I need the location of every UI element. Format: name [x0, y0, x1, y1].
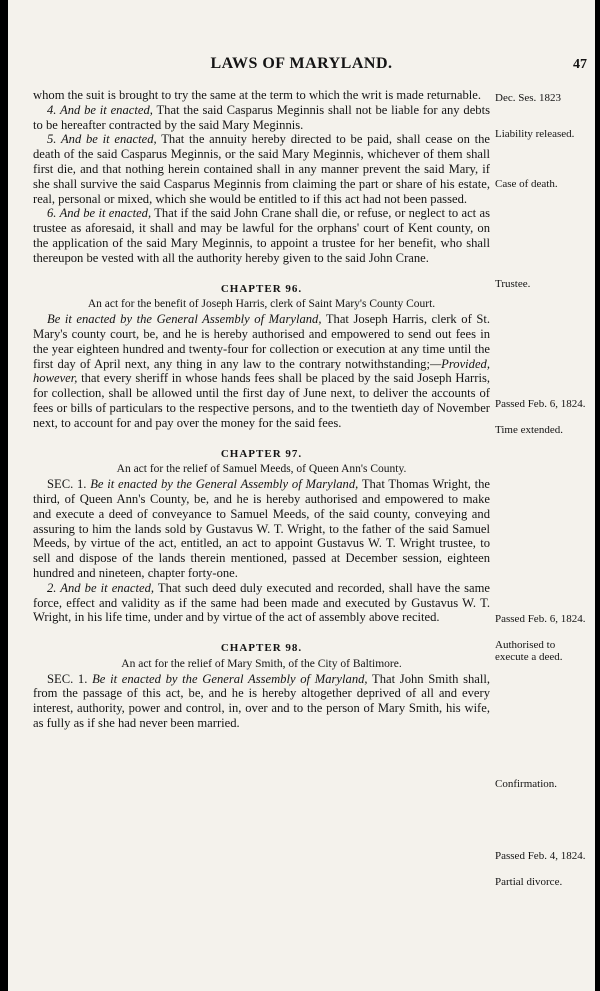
section-4 [33, 103, 490, 133]
section-text: That Thomas Wright, the third, of Queen Ann's County, be, and he is hereby authorised and empowered to make and execute a deed of conveyance to Samuel Meeds, of the said county, conveying and assuring to him the lands sold by Gustavus W. T. Wright, to the father of the said Samuel Meeds, by virtue of the act, entitled, an act to appoint Gustavus W. T. Wright trustee, to sell and dispose of the lands therein mentioned, passed at December session, eighteen hundred and nineteen, chapter forty-one. [33, 477, 491, 580]
section-number: SEC. 1. [47, 477, 87, 492]
proviso-clause: —Provided, however, [33, 356, 490, 386]
margin-note-liability: Liability released. [495, 128, 575, 140]
margin-note-session: Dec. Ses. 1823 [495, 92, 561, 104]
section-text: That John Smith shall, from the passage of this act, be, and he is hereby altogether deprived of all and every interest, authority, power and control, in, over and to the person of Mary Smith, his wife, as fully as if she had never been married. [33, 671, 491, 731]
enacting-clause: 5. And be it enacted, [47, 132, 157, 147]
chapter-96-heading: CHAPTER 96. [220, 282, 303, 295]
chapter-96-body [33, 312, 490, 430]
proviso-text: that every sheriff in whose hands fees shall be placed by the said Joseph Harris, for collection, shall be allowed until the first day of June next, to deliver the accounts of fees or bills of particulars to the respective persons, and to the twentieth day of November next, to account for and pay over the money for the said fees. [33, 371, 490, 430]
chapter-97-section-2 [33, 581, 490, 625]
chapter-97-heading: CHAPTER 97. [220, 447, 303, 460]
section-text: That the said Casparus Meginnis shall not be liable for any debts to be hereafter contracted by the said Mary Meginnis. [33, 102, 490, 132]
section-text: That Joseph Harris, clerk of St. Mary's county court, be, and he is hereby authorised and empowered to send out fees in the year eighteen hundred and twenty-four for collection or execution at any time until the first day of April next, any thing in any law to the contrary notwithstanding; [33, 312, 490, 371]
enacting-clause: 4. And be it enacted, [47, 102, 153, 117]
margin-note-ch96-time: Time extended. [495, 424, 564, 436]
page-number: 47 [573, 57, 587, 72]
page-title: LAWS OF MARYLAND. [210, 55, 393, 72]
paragraph-continuation: whom the suit is brought to try the same at the term to which the writ is made returnable. [33, 88, 482, 102]
enacting-clause: Be it enacted by the General Assembly of Maryland, [90, 477, 359, 492]
main-text [33, 88, 490, 731]
chapter-97-section-1 [33, 477, 490, 581]
chapter-98-heading: CHAPTER 98. [220, 642, 303, 655]
section-5 [33, 132, 490, 206]
margin-note-ch96-passed: Passed Feb. 6, 1824. [495, 398, 586, 410]
chapter-98-title: An act for the relief of Mary Smith, of the City of Baltimore. [121, 657, 402, 670]
section-number: SEC. 1. [47, 671, 88, 686]
margin-note-ch97-passed: Passed Feb. 6, 1824. [495, 613, 586, 625]
enacting-clause: Be it enacted by the General Assembly of Maryland, [47, 312, 322, 327]
section-text: That such deed duly executed and recorded, shall have the same force, effect and validity as if the same had been made and executed by Gustavus W. T. Wright, in his life time, under and by virtue of the act of assembly above recited. [33, 580, 490, 625]
enacting-clause: 2. And be it enacted, [47, 580, 155, 595]
chapter-98-section-1 [33, 672, 490, 731]
section-text: That if the said John Crane shall die, or refuse, or neglect to act as trustee as aforesaid, it shall and may be lawful for the orphans' court of Kent county, on the application of the said Mary Meginnis, to appoint a trustee for her benefit, who shall thereupon be vested with all the authority hereby given to the said John Crane. [33, 206, 490, 265]
margin-note-case-death: Case of death. [495, 178, 558, 190]
running-header [8, 55, 595, 81]
margin-note-ch97-authorised: Authorised to execute a deed. [495, 639, 563, 663]
section-text: That the annuity hereby directed to be paid, shall cease on the death of the said Casparus Meginnis, or the said Mary Meginnis, whichever of them shall first die, and that nothing herein contained shall in any manner prevent the said Mary, if she shall survive the said Casparus Meginnis from claiming the part or share of his estate, real, personal or mixed, which she would be entitled to if this act had not been passed. [33, 132, 490, 206]
enacting-clause: 6. And be it enacted, [47, 206, 152, 221]
document-page [8, 0, 595, 991]
enacting-clause: Be it enacted by the General Assembly of Maryland, [92, 671, 368, 686]
chapter-96-title: An act for the benefit of Joseph Harris, clerk of Saint Mary's County Court. [87, 298, 436, 311]
chapter-97-title: An act for the relief of Samuel Meeds, of Queen Ann's County. [116, 463, 407, 476]
margin-note-ch98-divorce: Partial divorce. [495, 876, 563, 888]
section-6 [33, 206, 490, 265]
margin-note-trustee: Trustee. [495, 278, 531, 290]
margin-note-ch98-passed: Passed Feb. 4, 1824. [495, 850, 586, 862]
margin-note-ch97-confirmation: Confirmation. [495, 778, 558, 790]
